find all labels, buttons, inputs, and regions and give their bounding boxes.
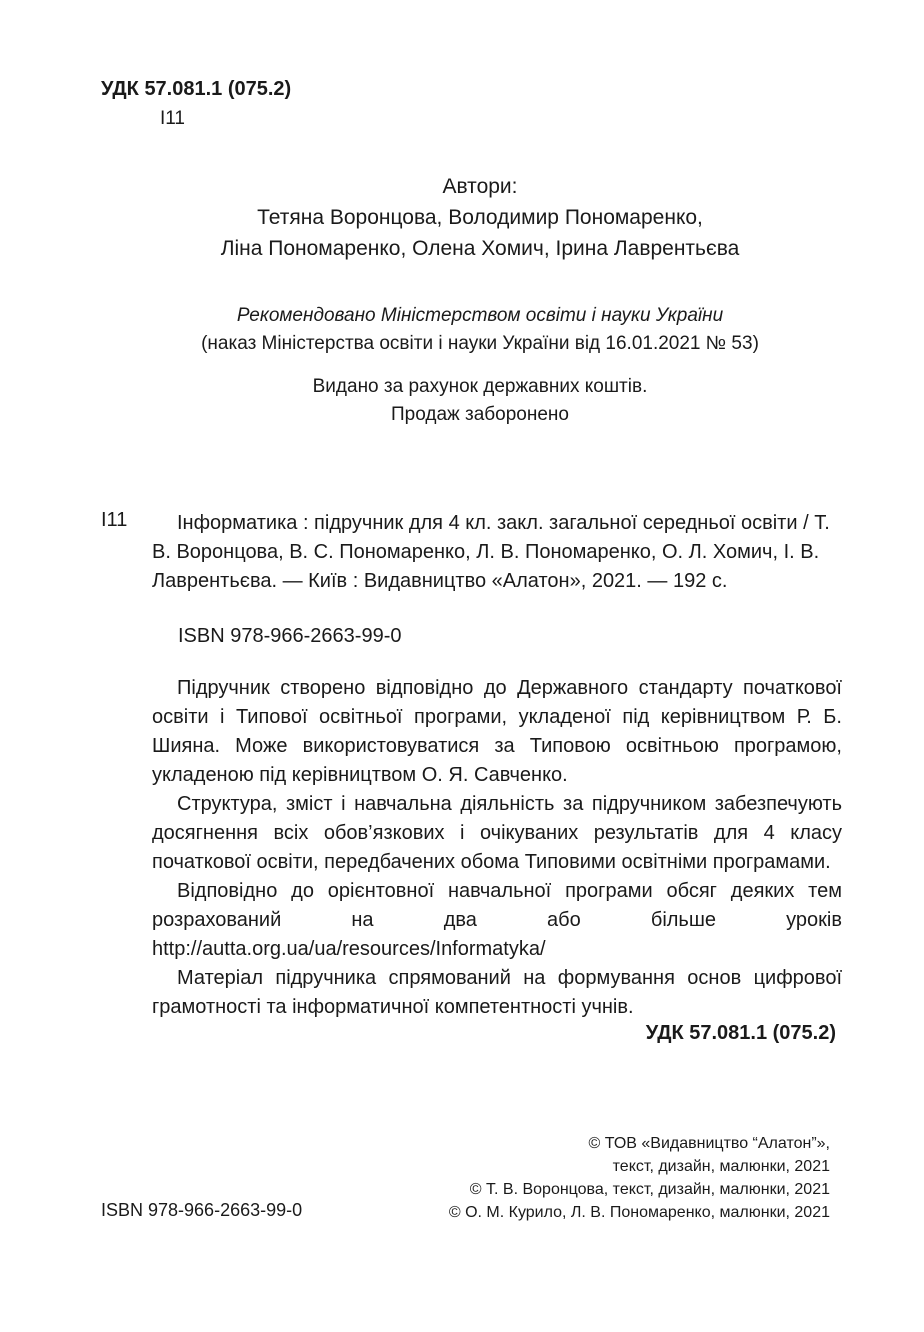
free-distribution-block [180,373,780,429]
bibliography-isbn: ISBN 978-966-2663-99-0 [178,625,402,647]
recommendation-line-1: Рекомендовано Міністерством освіти і науки України [236,305,724,326]
bibliography-index: І11 [101,509,128,531]
free-distribution-line-2: Продаж заборонено [391,404,569,425]
description-block [152,674,842,1022]
description-paragraph-3: Відповідно до орієнтовної навчальної програми обсяг деяких тем розрахований на два або більше уроків http://autta.org.ua/ua/resources/Informatyka/ [152,880,842,960]
copyright-line-2: текст, дизайн, малюнки, 2021 [612,1158,830,1175]
copyright-line-3: © Т. В. Воронцова, текст, дизайн, малюнки, 2021 [469,1181,830,1198]
copyright-line-4: © О. М. Курило, Л. В. Пономаренко, малюнки, 2021 [448,1204,830,1221]
description-paragraph-2: Структура, зміст і навчальна діяльність за підручником забезпечують досягнення всіх обов’язкових і очікуваних результатів для 4 класу початкової освіти, передбачених обома Типовими освітніми програмами. [152,793,842,873]
authors-block [180,171,780,264]
authors-line-2: Ліна Пономаренко, Олена Хомич, Ірина Лаврентьєва [220,237,740,260]
description-paragraph-4: Матеріал підручника спрямований на формування основ цифрової грамотності та інформатичної компетентності учнів. [152,967,842,1018]
bibliography-entry: Інформатика : підручник для 4 кл. закл. загальної середньої освіти / Т. В. Воронцова, В. С. Пономаренко, Л. В. Пономаренко, О. Л. Хомич, І. В. Лаврентьєва. — Київ : Видавництво «Алатон», 2021. — 192 с. [152,512,830,592]
copyright-line-1: © ТОВ «Видавництво “Алатон”», [588,1135,830,1152]
free-distribution-line-1: Видано за рахунок державних коштів. [312,376,648,397]
recommendation-block [180,302,780,358]
authors-heading: Автори: [442,175,518,198]
udk-code-top: УДК 57.081.1 (075.2) [101,78,292,100]
author-index-top: І11 [160,108,186,129]
udk-code-bottom: УДК 57.081.1 (075.2) [645,1022,836,1044]
copyright-block [449,1132,830,1224]
isbn-bottom: ISBN 978-966-2663-99-0 [101,1200,303,1220]
recommendation-line-2: (наказ Міністерства освіти і науки України від 16.01.2021 № 53) [201,333,759,354]
authors-line-1: Тетяна Воронцова, Володимир Пономаренко, [257,206,703,229]
description-paragraph-1: Підручник створено відповідно до Державного стандарту початкової освіти і Типової освітньої програми, укладеної під керівництвом Р. Б. Шияна. Може використовуватися за Типовою освітньою програмою, укладеною під керівництвом О. Я. Савченко. [152,677,842,786]
